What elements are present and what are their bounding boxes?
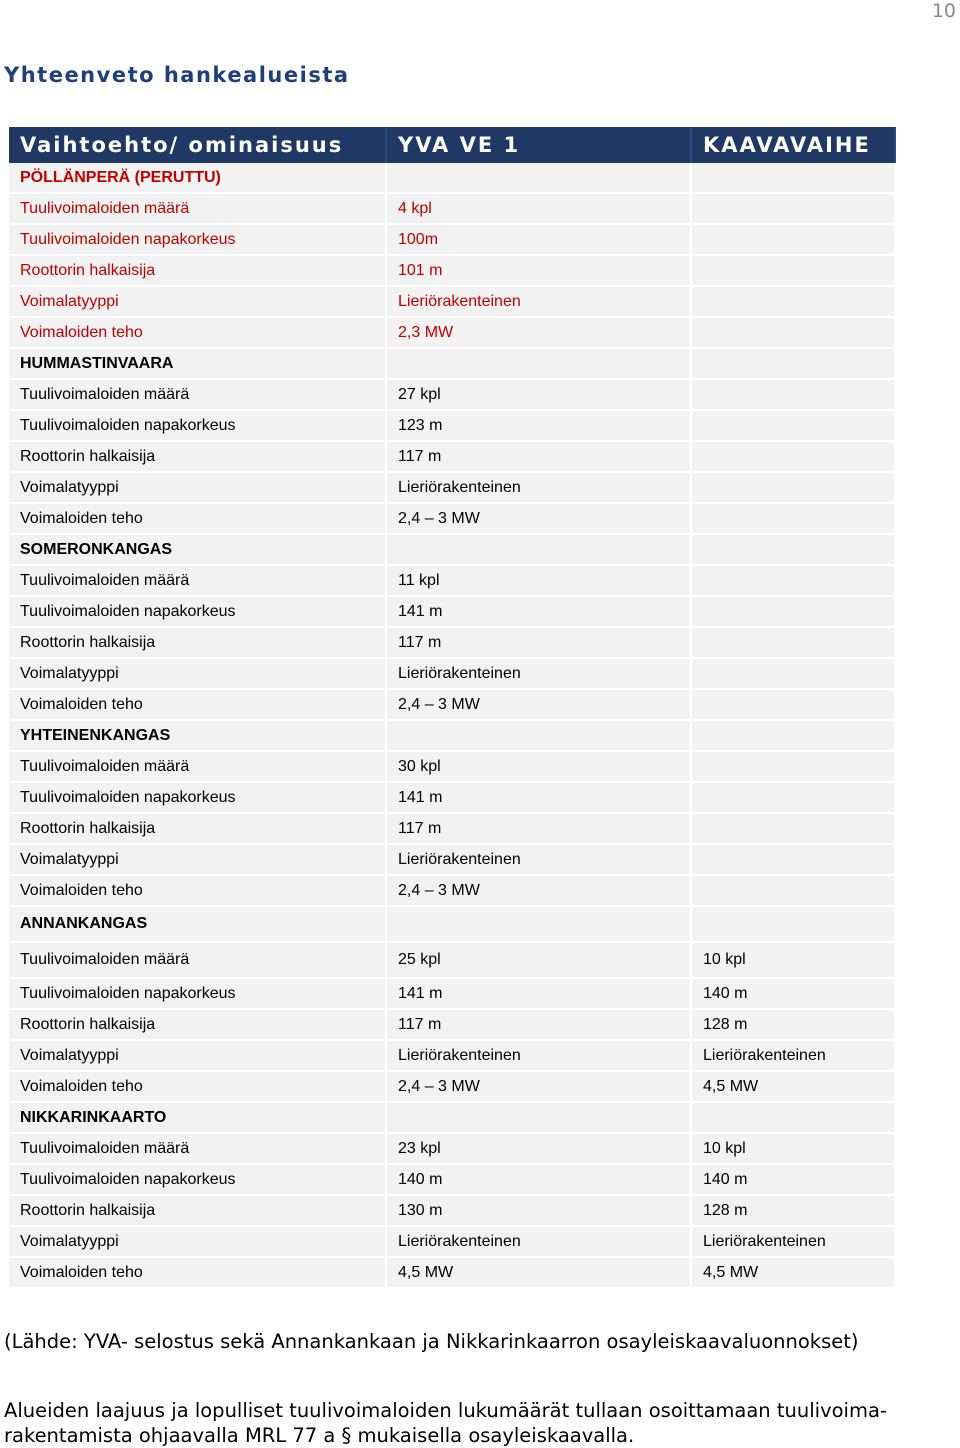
table-row bbox=[9, 627, 895, 658]
table-section-row bbox=[9, 163, 895, 193]
table-row bbox=[9, 1257, 895, 1288]
cell-kaavavaihe: Lieriörakenteinen bbox=[691, 1040, 895, 1071]
table-row bbox=[9, 978, 895, 1009]
table-row bbox=[9, 472, 895, 503]
cell-kaavavaihe bbox=[691, 844, 895, 875]
cell-kaavavaihe bbox=[691, 813, 895, 844]
cell-property: Tuulivoimaloiden määrä bbox=[9, 379, 386, 410]
table-row bbox=[9, 1009, 895, 1040]
cell-property: Roottorin halkaisija bbox=[9, 813, 386, 844]
cell-property: Voimalatyyppi bbox=[9, 1040, 386, 1071]
table-row bbox=[9, 565, 895, 596]
cell-yva-ve1: 4 kpl bbox=[386, 193, 691, 224]
table-row bbox=[9, 193, 895, 224]
cell-yva-ve1: 25 kpl bbox=[386, 942, 691, 978]
table-row bbox=[9, 596, 895, 627]
cell-yva-ve1: 30 kpl bbox=[386, 751, 691, 782]
cell-kaavavaihe bbox=[691, 503, 895, 534]
cell-property: Voimaloiden teho bbox=[9, 317, 386, 348]
cell-property: Voimaloiden teho bbox=[9, 1071, 386, 1102]
cell-kaavavaihe: 140 m bbox=[691, 1164, 895, 1195]
cell-property: Voimalatyyppi bbox=[9, 844, 386, 875]
table-row bbox=[9, 942, 895, 978]
cell-yva-ve1 bbox=[386, 348, 691, 379]
cell-yva-ve1: Lieriörakenteinen bbox=[386, 1226, 691, 1257]
cell-kaavavaihe bbox=[691, 193, 895, 224]
cell-yva-ve1: 100m bbox=[386, 224, 691, 255]
table-row bbox=[9, 875, 895, 906]
cell-property: Roottorin halkaisija bbox=[9, 1195, 386, 1226]
table-row bbox=[9, 224, 895, 255]
cell-property: Roottorin halkaisija bbox=[9, 627, 386, 658]
table-row bbox=[9, 1195, 895, 1226]
table-row bbox=[9, 410, 895, 441]
cell-yva-ve1: 117 m bbox=[386, 813, 691, 844]
cell-property: SOMERONKANGAS bbox=[9, 534, 386, 565]
column-header-kaavavaihe: KAAVAVAIHE bbox=[691, 127, 895, 163]
cell-property: Tuulivoimaloiden napakorkeus bbox=[9, 978, 386, 1009]
table-section-row bbox=[9, 720, 895, 751]
table-row bbox=[9, 1164, 895, 1195]
table-row bbox=[9, 286, 895, 317]
cell-property: NIKKARINKAARTO bbox=[9, 1102, 386, 1133]
column-header-property: Vaihtoehto/ ominaisuus bbox=[9, 127, 386, 163]
table-row bbox=[9, 689, 895, 720]
cell-property: Tuulivoimaloiden napakorkeus bbox=[9, 410, 386, 441]
cell-yva-ve1: Lieriörakenteinen bbox=[386, 844, 691, 875]
cell-kaavavaihe: 140 m bbox=[691, 978, 895, 1009]
table-row bbox=[9, 1226, 895, 1257]
cell-kaavavaihe bbox=[691, 782, 895, 813]
cell-yva-ve1: Lieriörakenteinen bbox=[386, 286, 691, 317]
cell-property: HUMMASTINVAARA bbox=[9, 348, 386, 379]
cell-kaavavaihe: 10 kpl bbox=[691, 942, 895, 978]
cell-property: Roottorin halkaisija bbox=[9, 255, 386, 286]
cell-property: Tuulivoimaloiden määrä bbox=[9, 1133, 386, 1164]
cell-kaavavaihe: 128 m bbox=[691, 1009, 895, 1040]
cell-yva-ve1: 2,3 MW bbox=[386, 317, 691, 348]
cell-yva-ve1: 123 m bbox=[386, 410, 691, 441]
cell-kaavavaihe bbox=[691, 379, 895, 410]
cell-property: Voimaloiden teho bbox=[9, 1257, 386, 1288]
page-number: 10 bbox=[931, 0, 956, 22]
cell-property: ANNANKANGAS bbox=[9, 906, 386, 942]
table-row bbox=[9, 317, 895, 348]
page-title: Yhteenveto hankealueista bbox=[4, 63, 350, 87]
cell-kaavavaihe bbox=[691, 906, 895, 942]
cell-property: Tuulivoimaloiden määrä bbox=[9, 751, 386, 782]
cell-yva-ve1 bbox=[386, 1102, 691, 1133]
cell-property: Voimalatyyppi bbox=[9, 472, 386, 503]
table-row bbox=[9, 658, 895, 689]
cell-kaavavaihe bbox=[691, 410, 895, 441]
cell-kaavavaihe bbox=[691, 255, 895, 286]
table-row bbox=[9, 751, 895, 782]
cell-property: Tuulivoimaloiden napakorkeus bbox=[9, 224, 386, 255]
cell-yva-ve1: 101 m bbox=[386, 255, 691, 286]
table-row bbox=[9, 1133, 895, 1164]
cell-property: Voimaloiden teho bbox=[9, 875, 386, 906]
cell-property: Voimalatyyppi bbox=[9, 1226, 386, 1257]
table-row bbox=[9, 782, 895, 813]
table-section-row bbox=[9, 534, 895, 565]
table-row bbox=[9, 1071, 895, 1102]
cell-yva-ve1: 2,4 – 3 MW bbox=[386, 503, 691, 534]
cell-kaavavaihe: Lieriörakenteinen bbox=[691, 1226, 895, 1257]
cell-kaavavaihe bbox=[691, 534, 895, 565]
cell-kaavavaihe bbox=[691, 224, 895, 255]
cell-property: Voimaloiden teho bbox=[9, 689, 386, 720]
table-section-row bbox=[9, 348, 895, 379]
cell-yva-ve1 bbox=[386, 534, 691, 565]
table-body bbox=[9, 163, 895, 1288]
cell-kaavavaihe bbox=[691, 163, 895, 193]
cell-yva-ve1: 141 m bbox=[386, 782, 691, 813]
cell-yva-ve1: 4,5 MW bbox=[386, 1257, 691, 1288]
cell-kaavavaihe bbox=[691, 875, 895, 906]
cell-property: Tuulivoimaloiden napakorkeus bbox=[9, 596, 386, 627]
cell-property: PÖLLÄNPERÄ (PERUTTU) bbox=[9, 163, 386, 193]
cell-yva-ve1: 141 m bbox=[386, 978, 691, 1009]
footer-note-line-2: rakentamista ohjaavalla MRL 77 a § mukaisella osayleiskaavalla. bbox=[4, 1424, 635, 1447]
cell-yva-ve1: Lieriörakenteinen bbox=[386, 658, 691, 689]
table-row bbox=[9, 255, 895, 286]
cell-yva-ve1: 140 m bbox=[386, 1164, 691, 1195]
footer-note-line-1: Alueiden laajuus ja lopulliset tuulivoimaloiden lukumäärät tullaan osoittamaan tuulivoima- bbox=[4, 1399, 887, 1422]
cell-property: Tuulivoimaloiden napakorkeus bbox=[9, 1164, 386, 1195]
cell-kaavavaihe bbox=[691, 658, 895, 689]
cell-yva-ve1: 27 kpl bbox=[386, 379, 691, 410]
table-row bbox=[9, 503, 895, 534]
cell-kaavavaihe bbox=[691, 286, 895, 317]
table-section-row bbox=[9, 1102, 895, 1133]
cell-kaavavaihe bbox=[691, 596, 895, 627]
cell-yva-ve1: 2,4 – 3 MW bbox=[386, 1071, 691, 1102]
cell-property: Tuulivoimaloiden määrä bbox=[9, 565, 386, 596]
cell-kaavavaihe bbox=[691, 1102, 895, 1133]
cell-kaavavaihe: 4,5 MW bbox=[691, 1257, 895, 1288]
cell-kaavavaihe: 4,5 MW bbox=[691, 1071, 895, 1102]
cell-yva-ve1 bbox=[386, 906, 691, 942]
cell-yva-ve1: 141 m bbox=[386, 596, 691, 627]
cell-yva-ve1: Lieriörakenteinen bbox=[386, 1040, 691, 1071]
cell-yva-ve1: 23 kpl bbox=[386, 1133, 691, 1164]
cell-kaavavaihe bbox=[691, 472, 895, 503]
summary-table bbox=[9, 127, 896, 1289]
cell-property: Tuulivoimaloiden määrä bbox=[9, 193, 386, 224]
table-row bbox=[9, 1040, 895, 1071]
cell-property: Tuulivoimaloiden määrä bbox=[9, 942, 386, 978]
footer-note bbox=[4, 1398, 954, 1448]
cell-kaavavaihe bbox=[691, 441, 895, 472]
cell-yva-ve1: 2,4 – 3 MW bbox=[386, 689, 691, 720]
cell-yva-ve1 bbox=[386, 720, 691, 751]
cell-kaavavaihe bbox=[691, 565, 895, 596]
cell-yva-ve1 bbox=[386, 163, 691, 193]
table-row bbox=[9, 379, 895, 410]
cell-kaavavaihe: 10 kpl bbox=[691, 1133, 895, 1164]
cell-property: Tuulivoimaloiden napakorkeus bbox=[9, 782, 386, 813]
cell-kaavavaihe: 128 m bbox=[691, 1195, 895, 1226]
cell-property: Voimalatyyppi bbox=[9, 286, 386, 317]
cell-yva-ve1: 11 kpl bbox=[386, 565, 691, 596]
cell-kaavavaihe bbox=[691, 317, 895, 348]
cell-property: Roottorin halkaisija bbox=[9, 441, 386, 472]
cell-kaavavaihe bbox=[691, 627, 895, 658]
column-header-yva-ve1: YVA VE 1 bbox=[386, 127, 691, 163]
cell-yva-ve1: 2,4 – 3 MW bbox=[386, 875, 691, 906]
table-row bbox=[9, 813, 895, 844]
cell-kaavavaihe bbox=[691, 720, 895, 751]
table-section-row bbox=[9, 906, 895, 942]
cell-yva-ve1: 130 m bbox=[386, 1195, 691, 1226]
cell-property: YHTEINENKANGAS bbox=[9, 720, 386, 751]
cell-kaavavaihe bbox=[691, 751, 895, 782]
cell-kaavavaihe bbox=[691, 689, 895, 720]
source-note: (Lähde: YVA- selostus sekä Annankankaan ja Nikkarinkaarron osayleiskaavaluonnokset) bbox=[4, 1330, 859, 1353]
cell-property: Voimalatyyppi bbox=[9, 658, 386, 689]
cell-property: Roottorin halkaisija bbox=[9, 1009, 386, 1040]
table-row bbox=[9, 844, 895, 875]
table-header-row bbox=[9, 127, 895, 163]
cell-yva-ve1: 117 m bbox=[386, 1009, 691, 1040]
cell-yva-ve1: Lieriörakenteinen bbox=[386, 472, 691, 503]
cell-yva-ve1: 117 m bbox=[386, 627, 691, 658]
table-row bbox=[9, 441, 895, 472]
cell-yva-ve1: 117 m bbox=[386, 441, 691, 472]
cell-property: Voimaloiden teho bbox=[9, 503, 386, 534]
cell-kaavavaihe bbox=[691, 348, 895, 379]
